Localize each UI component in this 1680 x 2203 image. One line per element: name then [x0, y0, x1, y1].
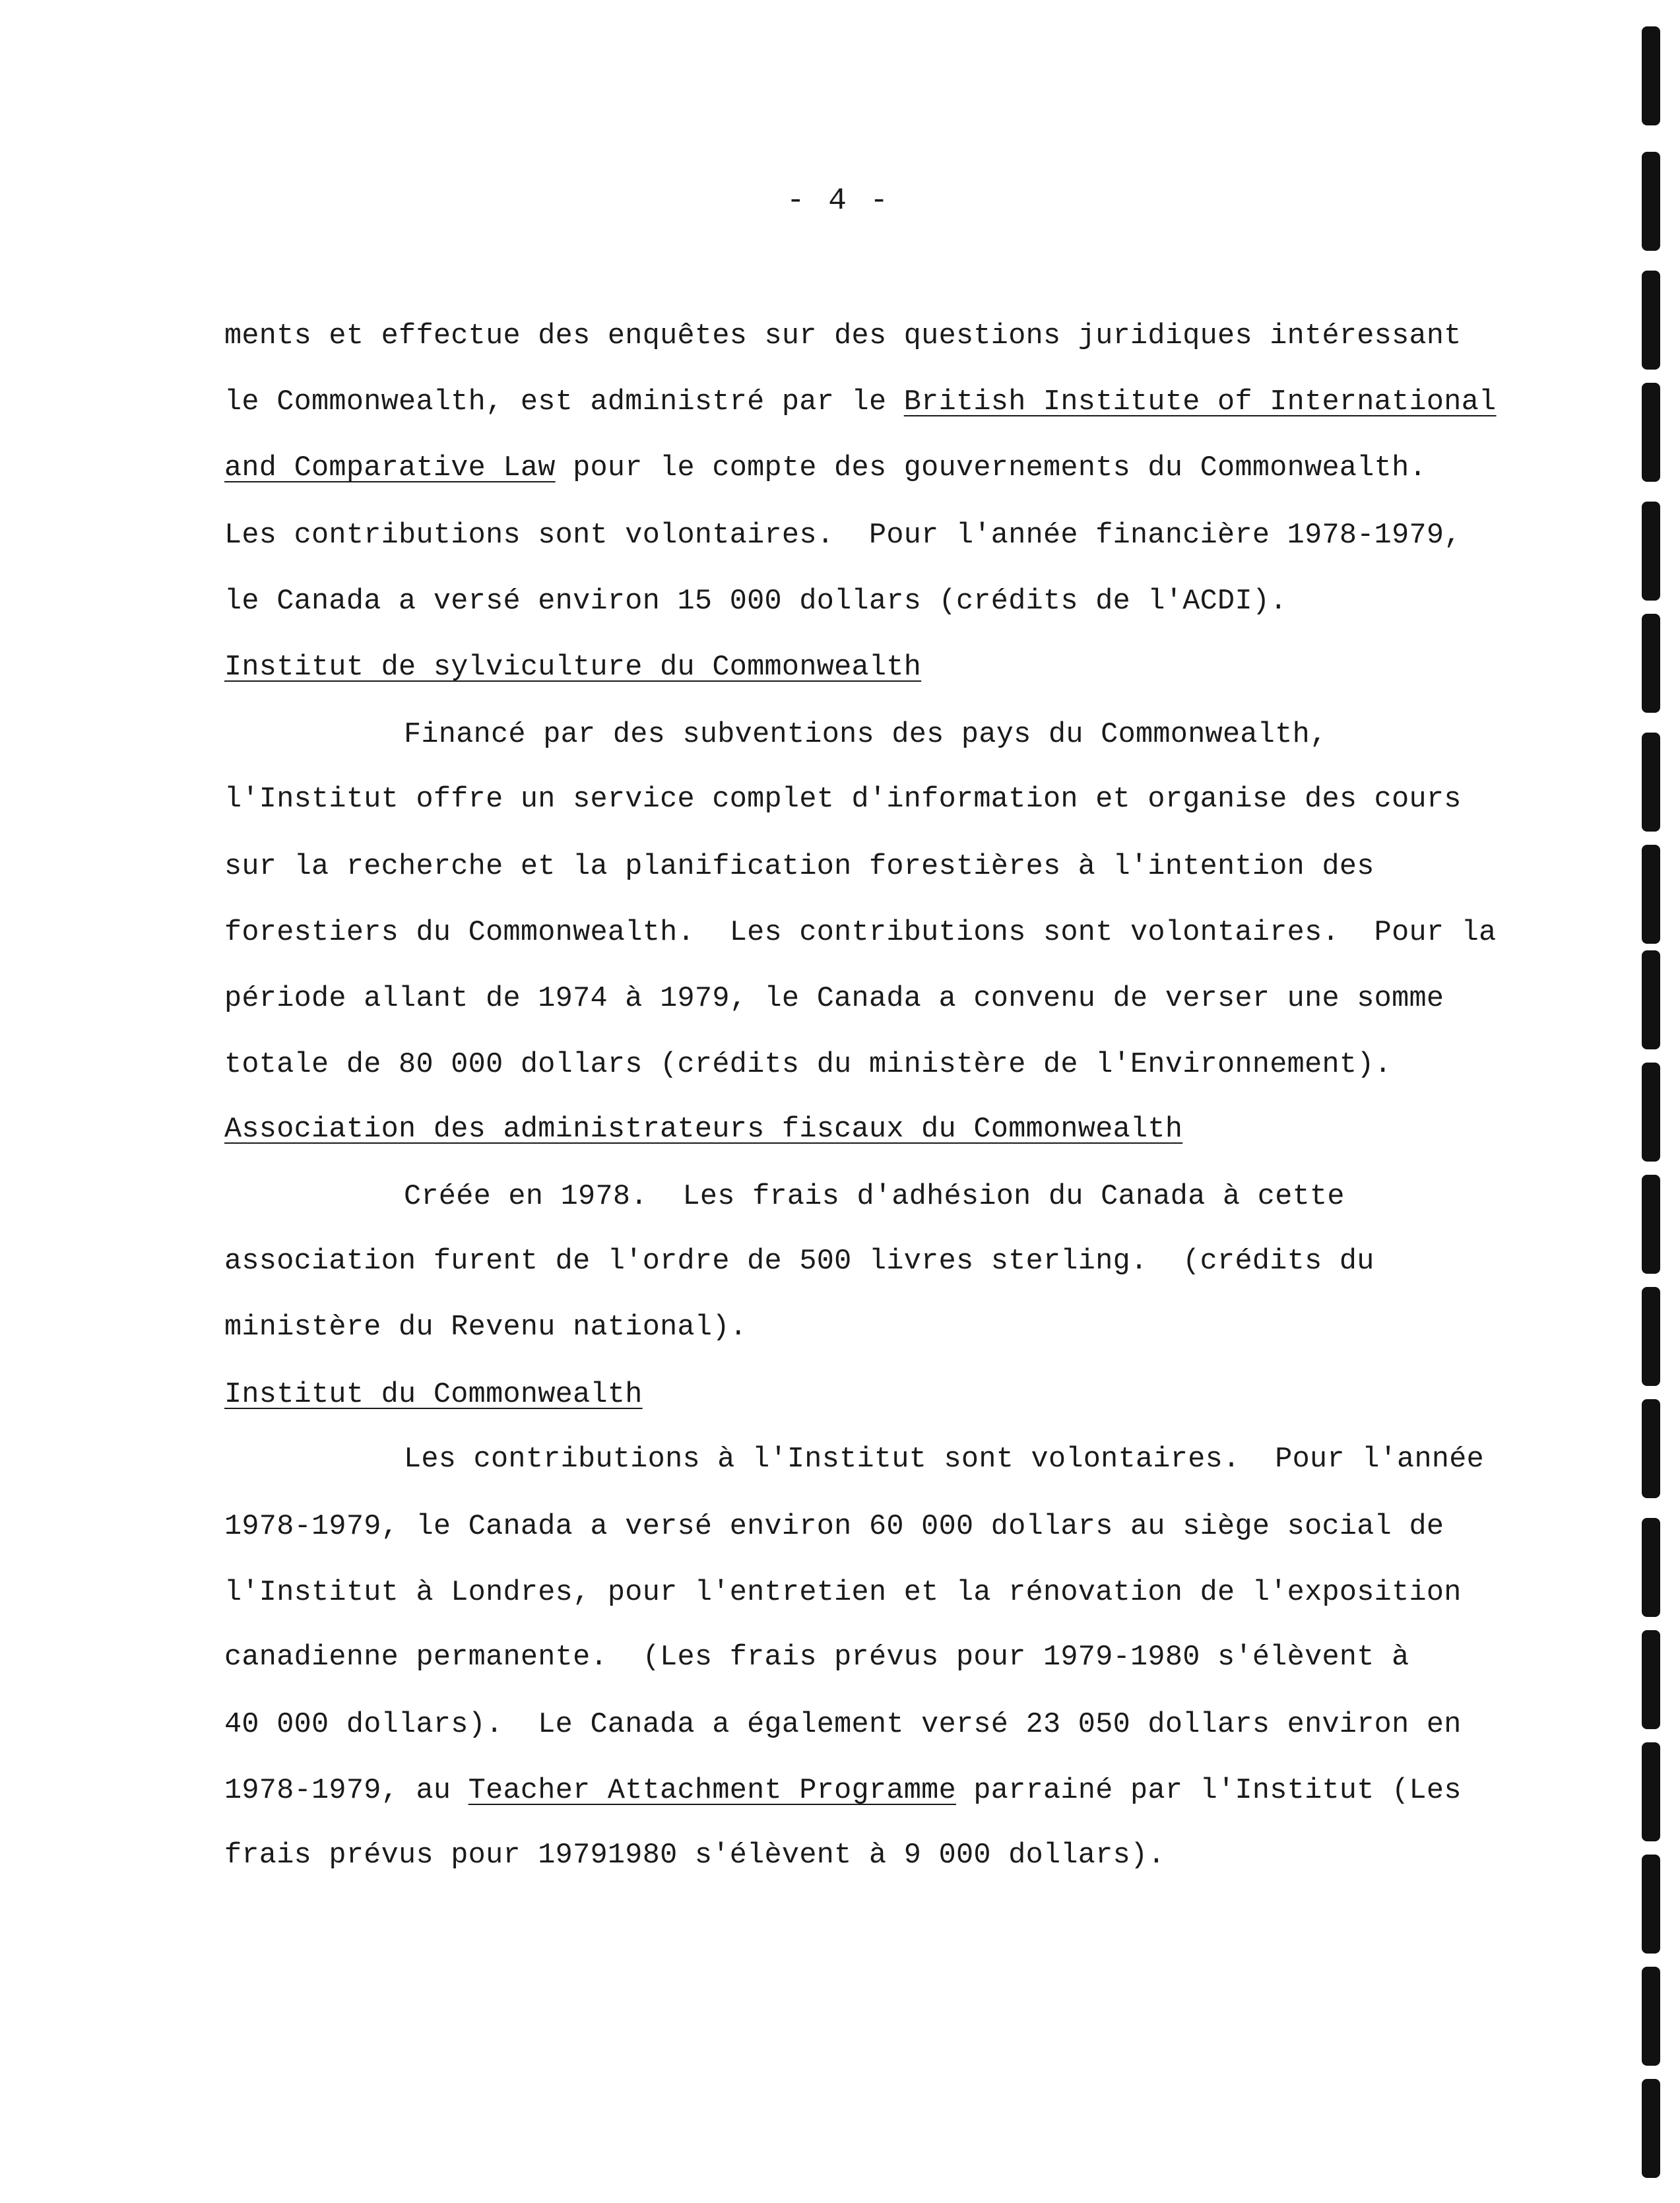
underlined-title: and Comparative Law	[224, 452, 556, 484]
text-segment: période allant de 1974 à 1979, le Canada a convenu de verser une somme	[224, 983, 1444, 1015]
margin-mark	[1642, 1967, 1660, 2066]
margin-mark	[1642, 1063, 1660, 1162]
text-line	[224, 1313, 747, 1342]
text-segment: canadienne permanente. (Les frais prévus pour 1979-1980 s'élèvent à	[224, 1641, 1409, 1674]
text-segment: le Canada a versé environ 15 000 dollars (crédits de l'ACDI).	[224, 585, 1287, 618]
text-line	[404, 1445, 1484, 1474]
text-line	[404, 1183, 1345, 1212]
text-segment: Les contributions à l'Institut sont volontaires. Pour l'année	[404, 1443, 1485, 1476]
page-number: - 4 -	[787, 183, 891, 218]
margin-mark	[1642, 1287, 1660, 1386]
text-line	[224, 521, 1462, 550]
text-line	[224, 1643, 1409, 1672]
text-line	[224, 785, 1462, 814]
margin-mark	[1642, 1742, 1660, 1841]
text-segment: 1978-1979, le Canada a versé environ 60 000 dollars au siège social de	[224, 1511, 1444, 1543]
margin-mark	[1642, 1175, 1660, 1274]
underlined-title: Institut du Commonwealth	[224, 1379, 643, 1411]
text-line	[224, 1051, 1392, 1080]
margin-mark	[1642, 1399, 1660, 1498]
text-segment: frais prévus pour 19791980 s'élèvent à 9 000 dollars).	[224, 1839, 1165, 1872]
underlined-title: Institut de sylviculture du Commonwealth	[224, 651, 922, 684]
margin-mark	[1642, 845, 1660, 944]
text-segment: Créée en 1978. Les frais d'adhésion du Canada à cette	[404, 1181, 1345, 1213]
text-segment: l'Institut à Londres, pour l'entretien et la rénovation de l'exposition	[224, 1577, 1462, 1609]
text-line	[224, 1381, 643, 1410]
margin-mark	[1642, 26, 1660, 125]
text-line	[224, 919, 1497, 948]
text-segment: Financé par des subventions des pays du Commonwealth,	[404, 719, 1328, 751]
margin-mark	[1642, 1518, 1660, 1617]
scan-margin-marks	[1634, 0, 1680, 2203]
text-segment: 1978-1979, au	[224, 1775, 468, 1807]
text-line	[224, 322, 1462, 351]
text-segment: l'Institut offre un service complet d'information et organise des cours	[224, 783, 1462, 816]
margin-mark	[1642, 383, 1660, 482]
margin-mark	[1642, 152, 1660, 251]
text-segment: pour le compte des gouvernements du Commonwealth.	[555, 452, 1427, 484]
text-line	[224, 1247, 1374, 1276]
text-segment: totale de 80 000 dollars (crédits du ministère de l'Environnement).	[224, 1049, 1392, 1081]
margin-mark	[1642, 614, 1660, 713]
margin-mark	[1642, 1630, 1660, 1729]
margin-mark	[1642, 2079, 1660, 2178]
text-line	[224, 1513, 1444, 1542]
text-line	[224, 1711, 1462, 1740]
text-segment: sur la recherche et la planification forestières à l'intention des	[224, 851, 1374, 883]
text-line	[404, 721, 1327, 750]
text-line	[224, 853, 1374, 882]
text-line	[224, 653, 921, 682]
text-segment: ments et effectue des enquêtes sur des questions juridiques intéressant	[224, 320, 1462, 352]
margin-mark	[1642, 502, 1660, 601]
text-line	[224, 388, 1497, 417]
margin-mark	[1642, 733, 1660, 832]
margin-mark	[1642, 1855, 1660, 1954]
text-segment: parrainé par l'Institut (Les	[956, 1775, 1462, 1807]
underlined-title: Association des administrateurs fiscaux du Commonwealth	[224, 1113, 1183, 1146]
text-segment: ministère du Revenu national).	[224, 1311, 748, 1344]
text-line	[224, 1777, 1462, 1806]
text-line	[224, 587, 1287, 616]
text-segment: forestiers du Commonwealth. Les contributions sont volontaires. Pour la	[224, 917, 1497, 949]
text-segment: 40 000 dollars). Le Canada a également versé 23 050 dollars environ en	[224, 1709, 1462, 1741]
text-segment: le Commonwealth, est administré par le	[224, 386, 904, 418]
margin-mark	[1642, 950, 1660, 1049]
text-line	[224, 1579, 1462, 1608]
margin-mark	[1642, 271, 1660, 370]
text-line	[224, 454, 1427, 483]
underlined-title: Teacher Attachment Programme	[468, 1775, 956, 1807]
text-segment: association furent de l'ordre de 500 livres sterling. (crédits du	[224, 1245, 1374, 1278]
text-line	[224, 1841, 1165, 1870]
text-line	[224, 1115, 1182, 1144]
underlined-title: British Institute of International	[903, 386, 1497, 418]
text-segment: Les contributions sont volontaires. Pour l'année financière 1978-1979,	[224, 519, 1462, 552]
text-line	[224, 985, 1444, 1014]
